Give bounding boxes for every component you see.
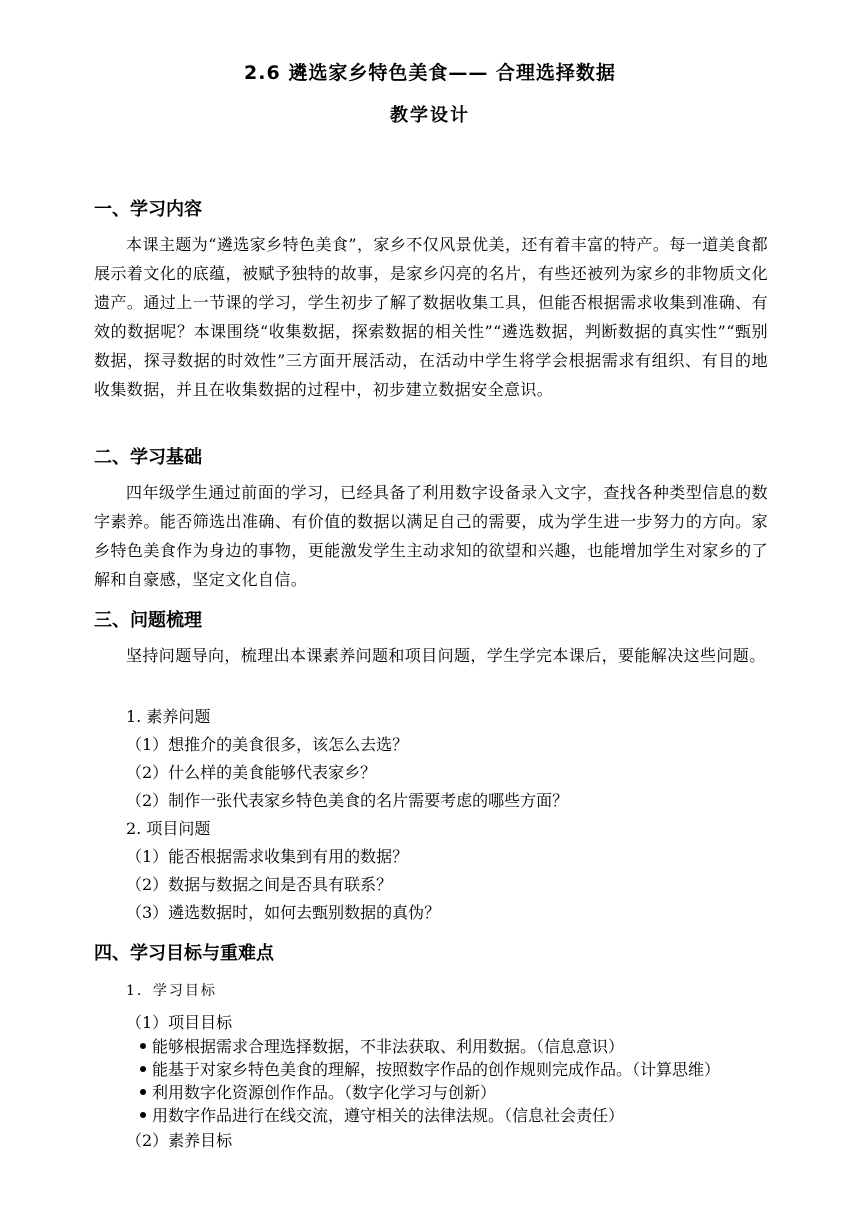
- document-title: 2.6 遴选家乡特色美食—— 合理选择数据: [244, 62, 616, 84]
- section-heading-learning-basis: 二、学习基础: [94, 447, 202, 468]
- list-item: （2）数据与数据之间是否具有联系？: [126, 875, 393, 894]
- subsection-title-learning-goals: 1．学习目标: [126, 983, 217, 999]
- bullet-item: 能基于对家乡特色美食的理解，按照数字作品的创作规则完成作品。（计算思维）: [140, 1057, 720, 1080]
- subsection-title-project-questions: 2. 项目问题: [126, 819, 211, 838]
- section-heading-problem-sorting: 三、问题梳理: [94, 610, 202, 631]
- section-heading-learning-content: 一、学习内容: [94, 199, 202, 220]
- section-paragraph-learning-basis: 四年级学生通过前面的学习，已经具备了利用数字设备录入文字，查找各种类型信息的数字素养。能否筛选出准确、有价值的数据以满足自己的需要，成为学生进一步努力的方向。家乡特色美食作为身边的事物，更能激发学生主动求知的欲望和兴趣，也能增加学生对家乡的了解和自豪感，坚定文化自信。: [94, 483, 768, 589]
- section-heading-goals-and-difficulties: 四、学习目标与重难点: [94, 943, 274, 964]
- document-subtitle: 教学设计: [390, 105, 470, 126]
- subsection-title-literacy-questions: 1. 素养问题: [126, 707, 211, 726]
- bullet-item: 能够根据需求合理选择数据，不非法获取、利用数据。（信息意识）: [140, 1034, 624, 1057]
- bullet-item: 用数字作品进行在线交流，遵守相关的法律法规。（信息社会责任）: [140, 1103, 624, 1126]
- bullet-item: 利用数字化资源创作作品。（数字化学习与创新）: [140, 1080, 496, 1103]
- bullet-dot-icon: [140, 1112, 146, 1118]
- list-item: （3）遴选数据时，如何去甄别数据的真伪？: [126, 903, 441, 922]
- bullet-dot-icon: [140, 1043, 146, 1049]
- goal-title-project: （1）项目目标: [126, 1013, 233, 1032]
- list-item: （1）想推介的美食很多，该怎么去选？: [126, 735, 409, 754]
- list-item: （2）什么样的美食能够代表家乡？: [126, 763, 377, 782]
- list-item: （1）能否根据需求收集到有用的数据？: [126, 847, 409, 866]
- goal-title-literacy: （2）素养目标: [126, 1131, 233, 1150]
- section-paragraph-learning-content: 本课主题为“遴选家乡特色美食”，家乡不仅风景优美，还有着丰富的特产。每一道美食都展示着文化的底蕴，被赋予独特的故事，是家乡闪亮的名片，有些还被列为家乡的非物质文化遗产。通过上一节课的学习，学生初步了解了数据收集工具，但能否根据需求收集到准确、有效的数据呢？本课围绕“收集数据，探索数据的相关性”“遴选数据，判断数据的真实性”“甄别数据，探寻数据的时效性”三方面开展活动，在活动中学生将学会根据需求有组织、有目的地收集数据，并且在收集数据的过程中，初步建立数据安全意识。: [94, 235, 768, 399]
- bullet-dot-icon: [140, 1089, 146, 1095]
- list-item: （2）制作一张代表家乡特色美食的名片需要考虑的哪些方面？: [126, 791, 569, 810]
- bullet-dot-icon: [140, 1066, 146, 1072]
- section-paragraph-problem-sorting: 坚持问题导向，梳理出本课素养问题和项目问题，学生学完本课后，要能解决这些问题。: [126, 646, 766, 665]
